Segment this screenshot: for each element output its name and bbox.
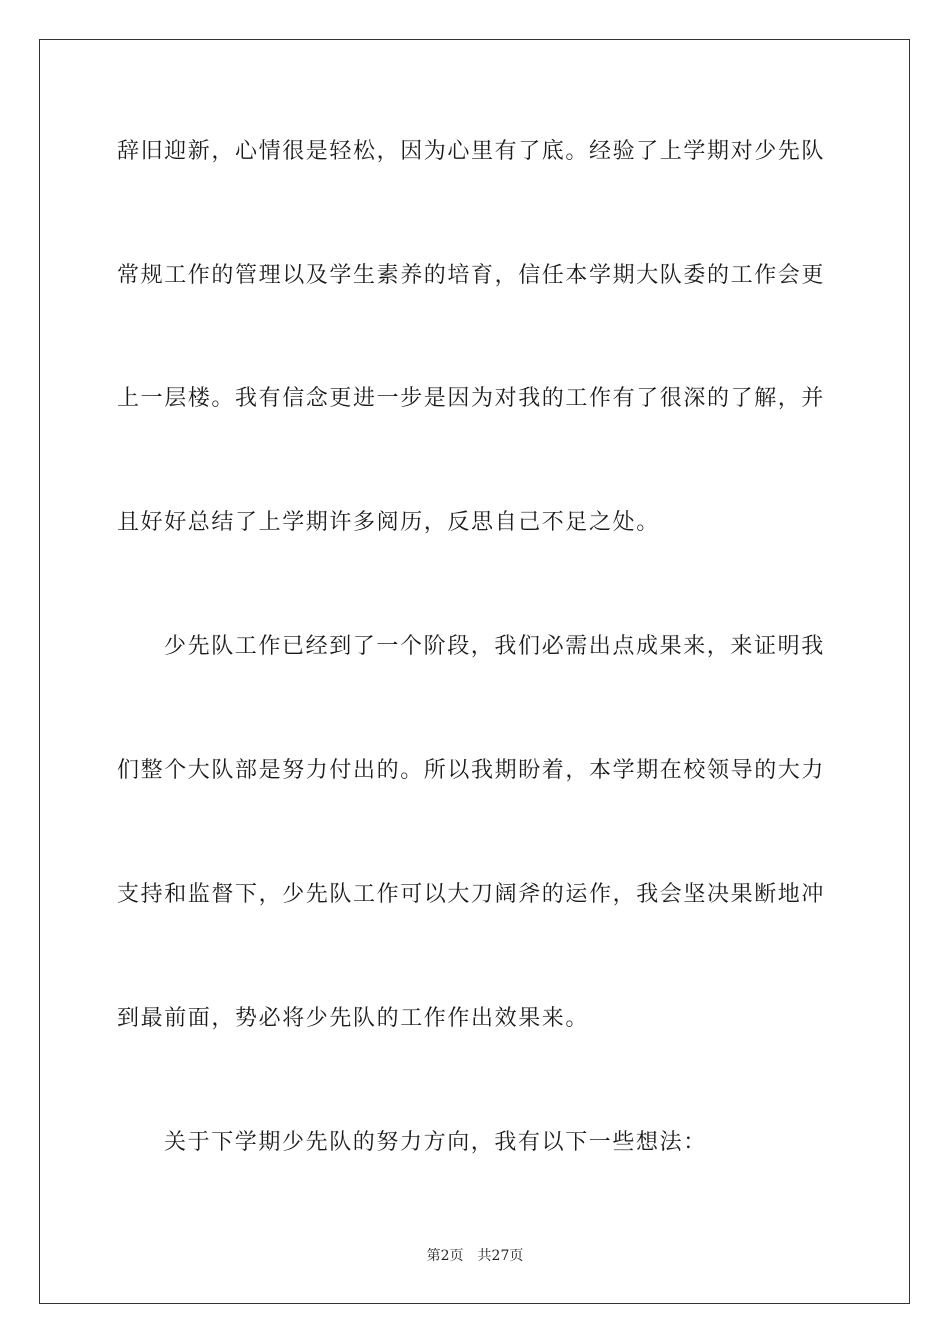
- paragraph-line: 上一层楼。我有信念更进一步是因为对我的工作有了很深的了解，并: [117, 386, 826, 411]
- page-total: 共27页: [477, 1248, 524, 1264]
- paragraph-line: 们整个大队部是努力付出的。所以我期盼着，本学期在校领导的大力: [117, 758, 826, 783]
- paragraph-line: 常规工作的管理以及学生素养的培育，信任本学期大队委的工作会更: [117, 263, 826, 288]
- paragraph-line: 辞旧迎新，心情很是轻松，因为心里有了底。经验了上学期对少先队: [117, 139, 826, 164]
- paragraph-line: 关于下学期少先队的努力方向，我有以下一些想法：: [164, 1130, 707, 1155]
- page-number: 第2页: [426, 1248, 464, 1264]
- page-footer: [0, 1247, 950, 1265]
- page-border: [39, 39, 910, 1304]
- paragraph-line: 支持和监督下，少先队工作可以大刀阔斧的运作，我会坚决果断地冲: [117, 882, 826, 907]
- paragraph-line: 且好好总结了上学期许多阅历，反思自己不足之处。: [117, 510, 660, 535]
- paragraph-line: 少先队工作已经到了一个阶段，我们必需出点成果来，来证明我: [164, 634, 825, 659]
- paragraph-line: 到最前面，势必将少先队的工作作出效果来。: [117, 1006, 590, 1031]
